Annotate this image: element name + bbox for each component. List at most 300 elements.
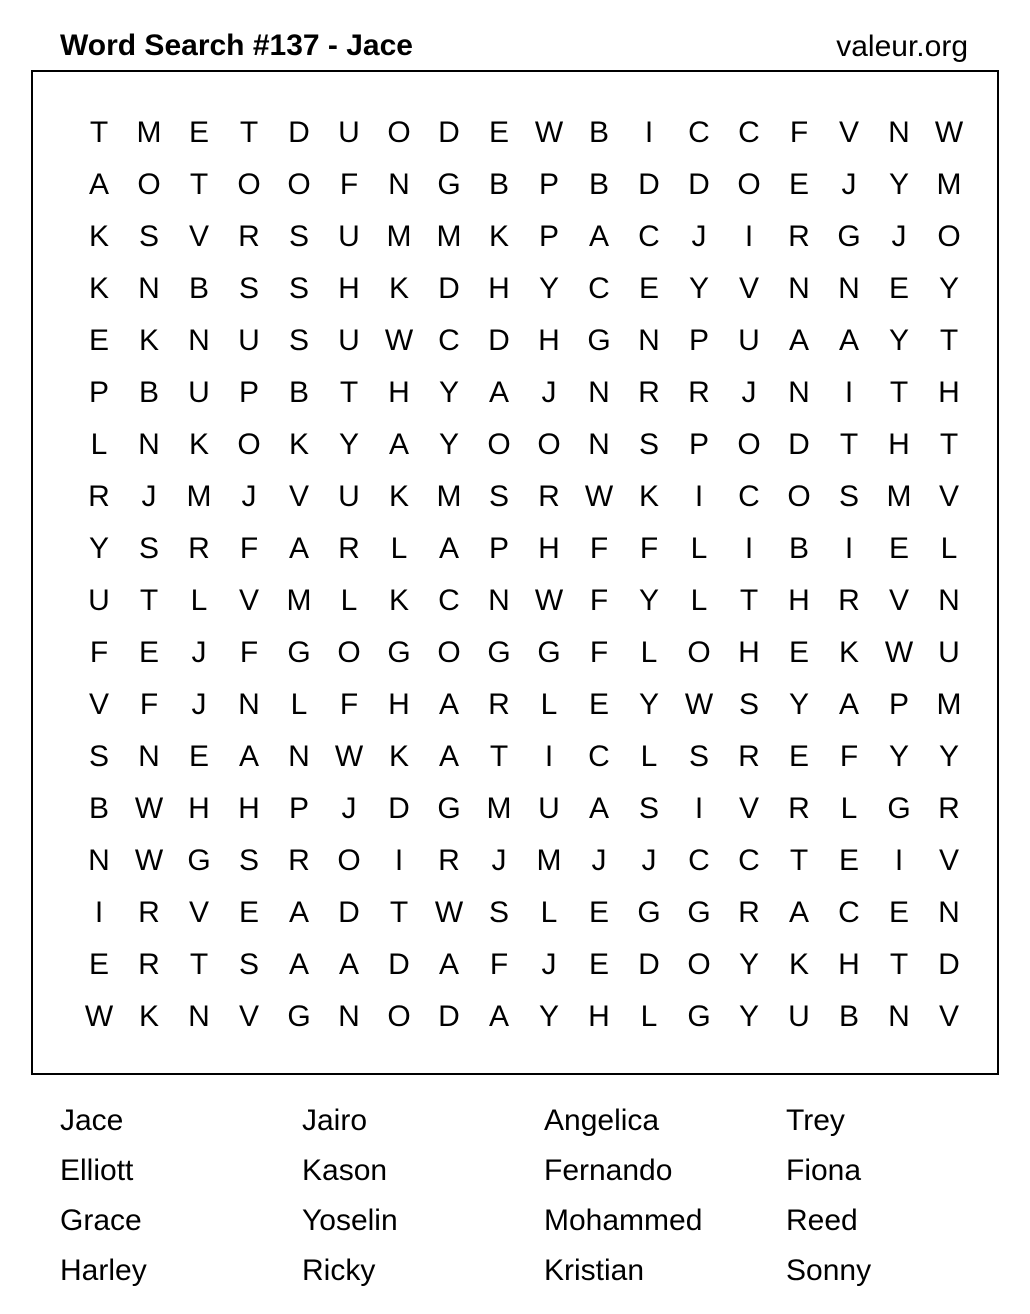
grid-letter: Y [88,532,109,565]
grid-letter: W [134,792,164,825]
grid-letter: A [588,792,609,825]
grid-letter: F [239,532,259,565]
grid-letter: E [238,896,259,929]
grid-letter: C [688,116,710,149]
grid-letter: Y [888,740,909,773]
grid-letter: F [339,688,359,721]
grid-letter: T [139,584,159,617]
puzzle-title: Word Search #137 - Jace [60,29,413,62]
grid-letter: J [341,792,357,825]
word-list-item: Kason [302,1154,388,1187]
grid-letter: H [388,688,410,721]
grid-letter: L [640,740,658,773]
grid-letter: F [339,168,359,201]
grid-letter: J [741,376,757,409]
word-list-item: Jairo [302,1104,368,1137]
grid-letter: I [894,844,904,877]
grid-letter: Y [538,1000,559,1033]
grid-letter: N [938,584,960,617]
grid-letter: R [238,220,260,253]
grid-letter: R [88,480,110,513]
grid-letter: W [584,480,614,513]
grid-letter: V [238,584,259,617]
grid-letter: C [438,584,460,617]
grid-letter: T [489,740,509,773]
grid-letter: P [488,532,509,565]
grid-letter: M [186,480,212,513]
grid-letter: G [437,792,461,825]
grid-letter: V [88,688,109,721]
word-list-item: Elliott [60,1154,134,1187]
grid-letter: Y [738,1000,759,1033]
grid-letter: A [338,948,359,981]
grid-letter: J [141,480,157,513]
grid-letter: S [238,844,259,877]
grid-letter: Y [738,948,759,981]
grid-letter: G [187,844,211,877]
grid-letter: B [588,168,609,201]
grid-letter: O [437,636,461,669]
grid-letter: O [687,636,711,669]
word-list-item: Mohammed [544,1204,703,1237]
grid-letter: G [437,168,461,201]
grid-letter: I [394,844,404,877]
grid-row [74,419,974,471]
grid-letter: H [238,792,260,825]
grid-letter: M [936,168,962,201]
grid-row [74,731,974,783]
grid-letter: P [538,168,559,201]
grid-letter: M [436,480,462,513]
grid-letter: K [188,428,209,461]
grid-letter: I [94,896,104,929]
grid-letter: J [491,844,507,877]
grid-letter: B [788,532,809,565]
grid-letter: G [287,1000,311,1033]
grid-letter: W [934,116,964,149]
grid-letter: N [788,376,810,409]
grid-row [74,471,974,523]
grid-letter: H [788,584,810,617]
grid-letter: U [188,376,210,409]
grid-letter: Y [888,168,909,201]
grid-letter: D [388,948,410,981]
grid-letter: J [191,688,207,721]
grid-letter: O [687,948,711,981]
grid-letter: H [738,636,760,669]
grid-letter: V [188,896,209,929]
grid-letter: R [838,584,860,617]
grid-letter: G [287,636,311,669]
grid-letter: N [138,740,160,773]
grid-letter: E [188,740,209,773]
word-list-item: Kristian [544,1254,645,1287]
grid-letter: S [488,896,509,929]
grid-letter: N [138,428,160,461]
grid-letter: C [438,324,460,357]
grid-letter: K [388,272,409,305]
grid-letter: K [488,220,509,253]
grid-letter: J [241,480,257,513]
grid-letter: E [888,532,909,565]
grid-letter: F [839,740,859,773]
grid-letter: O [737,428,761,461]
grid-letter: W [684,688,714,721]
grid-letter: W [334,740,364,773]
grid-letter: U [938,636,960,669]
site-name: valeur.org [836,30,968,63]
grid-row [74,159,974,211]
grid-letter: H [838,948,860,981]
grid-letter: E [788,740,809,773]
grid-row [74,783,974,835]
grid-letter: O [537,428,561,461]
grid-letter: W [384,324,414,357]
grid-letter: O [937,220,961,253]
grid-letter: A [438,532,459,565]
word-list-item: Jace [60,1104,124,1137]
grid-letter: O [387,116,411,149]
grid-letter: C [838,896,860,929]
grid-letter: R [138,948,160,981]
grid-letter: S [488,480,509,513]
grid-letter: K [838,636,859,669]
grid-letter: R [938,792,960,825]
grid-letter: P [88,376,109,409]
grid-letter: S [638,428,659,461]
grid-letter: A [438,948,459,981]
grid-letter: R [188,532,210,565]
grid-letter: J [641,844,657,877]
grid-letter: U [788,1000,810,1033]
grid-letter: W [534,584,564,617]
grid-letter: H [538,324,560,357]
grid-letter: J [541,948,557,981]
grid-letter: U [738,324,760,357]
grid-row [74,263,974,315]
grid-letter: A [788,896,809,929]
grid-row [74,835,974,887]
grid-letter: I [544,740,554,773]
grid-letter: I [694,480,704,513]
letter-grid-frame [31,70,999,1075]
grid-letter: F [639,532,659,565]
grid-letter: T [189,948,209,981]
grid-letter: S [288,324,309,357]
grid-letter: R [538,480,560,513]
grid-letter: B [188,272,209,305]
grid-letter: J [591,844,607,877]
grid-letter: H [588,1000,610,1033]
grid-letter: A [488,1000,509,1033]
grid-row [74,367,974,419]
grid-letter: B [588,116,609,149]
grid-letter: S [238,948,259,981]
grid-letter: V [738,272,759,305]
grid-letter: C [738,480,760,513]
grid-letter: T [239,116,259,149]
grid-letter: N [638,324,660,357]
word-list-item: Yoselin [302,1204,398,1237]
grid-letter: A [288,532,309,565]
grid-letter: B [138,376,159,409]
grid-letter: J [841,168,857,201]
grid-letter: E [888,272,909,305]
grid-letter: S [738,688,759,721]
grid-letter: A [838,688,859,721]
grid-letter: D [488,324,510,357]
grid-letter: H [338,272,360,305]
grid-letter: G [587,324,611,357]
grid-letter: B [838,1000,859,1033]
grid-letter: G [687,896,711,929]
grid-letter: O [387,1000,411,1033]
grid-letter: T [739,584,759,617]
grid-letter: V [938,1000,959,1033]
grid-letter: Y [438,376,459,409]
grid-letter: T [939,428,959,461]
word-list-item: Fernando [544,1154,673,1187]
grid-letter: T [889,376,909,409]
grid-letter: A [788,324,809,357]
grid-letter: A [438,688,459,721]
grid-letter: D [638,948,660,981]
grid-letter: R [738,740,760,773]
grid-row [74,627,974,679]
grid-letter: P [888,688,909,721]
grid-letter: L [390,532,408,565]
grid-letter: N [588,376,610,409]
word-list-item: Sonny [786,1254,872,1287]
grid-row [74,575,974,627]
grid-letter: K [288,428,309,461]
grid-letter: V [188,220,209,253]
grid-letter: F [239,636,259,669]
grid-letter: K [88,220,109,253]
grid-letter: T [89,116,109,149]
grid-letter: L [840,792,858,825]
grid-letter: E [138,636,159,669]
grid-letter: W [884,636,914,669]
grid-letter: L [290,688,308,721]
grid-letter: O [787,480,811,513]
grid-letter: Y [538,272,559,305]
grid-letter: N [388,168,410,201]
grid-letter: L [540,688,558,721]
grid-letter: M [536,844,562,877]
grid-letter: S [88,740,109,773]
grid-letter: Y [938,272,959,305]
grid-letter: L [340,584,358,617]
grid-letter: J [891,220,907,253]
grid-letter: N [138,272,160,305]
grid-letter: R [288,844,310,877]
grid-letter: N [238,688,260,721]
grid-letter: F [589,584,609,617]
grid-letter: L [940,532,958,565]
grid-letter: I [844,532,854,565]
grid-letter: U [238,324,260,357]
grid-letter: M [386,220,412,253]
grid-letter: D [688,168,710,201]
grid-letter: M [286,584,312,617]
grid-letter: E [588,688,609,721]
grid-letter: K [638,480,659,513]
grid-letter: U [338,480,360,513]
grid-letter: R [338,532,360,565]
grid-letter: M [936,688,962,721]
grid-letter: O [487,428,511,461]
grid-letter: K [88,272,109,305]
grid-letter: S [288,272,309,305]
grid-letter: E [888,896,909,929]
grid-letter: F [489,948,509,981]
grid-letter: U [338,116,360,149]
grid-letter: E [788,168,809,201]
grid-letter: N [338,1000,360,1033]
grid-letter: P [238,376,259,409]
grid-letter: R [688,376,710,409]
grid-letter: Y [438,428,459,461]
grid-letter: G [487,636,511,669]
grid-letter: O [337,636,361,669]
grid-letter: P [688,428,709,461]
grid-letter: E [788,636,809,669]
grid-letter: E [588,896,609,929]
grid-letter: W [434,896,464,929]
grid-letter: O [287,168,311,201]
grid-letter: R [138,896,160,929]
grid-letter: R [438,844,460,877]
grid-letter: T [789,844,809,877]
grid-letter: S [638,792,659,825]
grid-letter: A [238,740,259,773]
grid-letter: A [288,948,309,981]
grid-letter: C [738,116,760,149]
grid-letter: U [538,792,560,825]
grid-letter: E [188,116,209,149]
grid-letter: M [136,116,162,149]
word-list-item: Harley [60,1254,147,1287]
grid-letter: F [589,636,609,669]
grid-letter: L [540,896,558,929]
grid-letter: N [888,1000,910,1033]
grid-letter: E [838,844,859,877]
grid-letter: N [188,324,210,357]
grid-letter: I [844,376,854,409]
grid-letter: M [886,480,912,513]
grid-letter: L [640,636,658,669]
grid-letter: A [88,168,109,201]
grid-letter: T [839,428,859,461]
grid-letter: N [88,844,110,877]
grid-letter: Y [938,740,959,773]
grid-letter: W [134,844,164,877]
grid-letter: F [789,116,809,149]
grid-row [74,887,974,939]
grid-letter: E [588,948,609,981]
grid-letter: P [538,220,559,253]
grid-letter: H [938,376,960,409]
grid-letter: S [238,272,259,305]
grid-letter: J [191,636,207,669]
grid-letter: M [436,220,462,253]
grid-letter: F [139,688,159,721]
grid-letter: H [488,272,510,305]
grid-letter: C [688,844,710,877]
grid-letter: D [438,116,460,149]
grid-letter: G [537,636,561,669]
grid-letter: O [237,168,261,201]
grid-letter: O [237,428,261,461]
grid-letter: S [138,532,159,565]
grid-letter: T [189,168,209,201]
grid-letter: P [288,792,309,825]
grid-letter: S [838,480,859,513]
grid-letter: G [637,896,661,929]
grid-letter: K [388,584,409,617]
grid-letter: S [688,740,709,773]
grid-letter: U [88,584,110,617]
grid-letter: A [438,740,459,773]
letter-grid [74,107,974,1043]
grid-letter: V [738,792,759,825]
grid-letter: C [588,272,610,305]
grid-letter: N [838,272,860,305]
grid-row [74,679,974,731]
grid-letter: N [938,896,960,929]
word-list-item: Ricky [302,1254,376,1287]
grid-row [74,211,974,263]
grid-letter: W [84,1000,114,1033]
grid-letter: H [888,428,910,461]
grid-letter: I [744,532,754,565]
grid-letter: E [88,948,109,981]
grid-letter: H [388,376,410,409]
grid-letter: N [888,116,910,149]
grid-letter: G [887,792,911,825]
grid-letter: E [638,272,659,305]
grid-letter: W [534,116,564,149]
grid-letter: O [737,168,761,201]
grid-letter: Y [888,324,909,357]
grid-row [74,315,974,367]
grid-letter: D [938,948,960,981]
grid-letter: G [687,1000,711,1033]
word-list-item: Angelica [544,1104,660,1137]
grid-letter: D [388,792,410,825]
grid-letter: N [588,428,610,461]
grid-letter: B [288,376,309,409]
grid-letter: A [838,324,859,357]
grid-letter: A [388,428,409,461]
grid-letter: I [744,220,754,253]
grid-letter: Y [638,688,659,721]
grid-letter: D [438,1000,460,1033]
grid-letter: H [538,532,560,565]
grid-letter: S [288,220,309,253]
grid-letter: K [788,948,809,981]
grid-letter: C [638,220,660,253]
grid-letter: L [190,584,208,617]
grid-letter: V [238,1000,259,1033]
grid-letter: Y [638,584,659,617]
grid-letter: A [288,896,309,929]
grid-letter: T [339,376,359,409]
grid-letter: R [738,896,760,929]
grid-letter: N [488,584,510,617]
grid-letter: D [438,272,460,305]
